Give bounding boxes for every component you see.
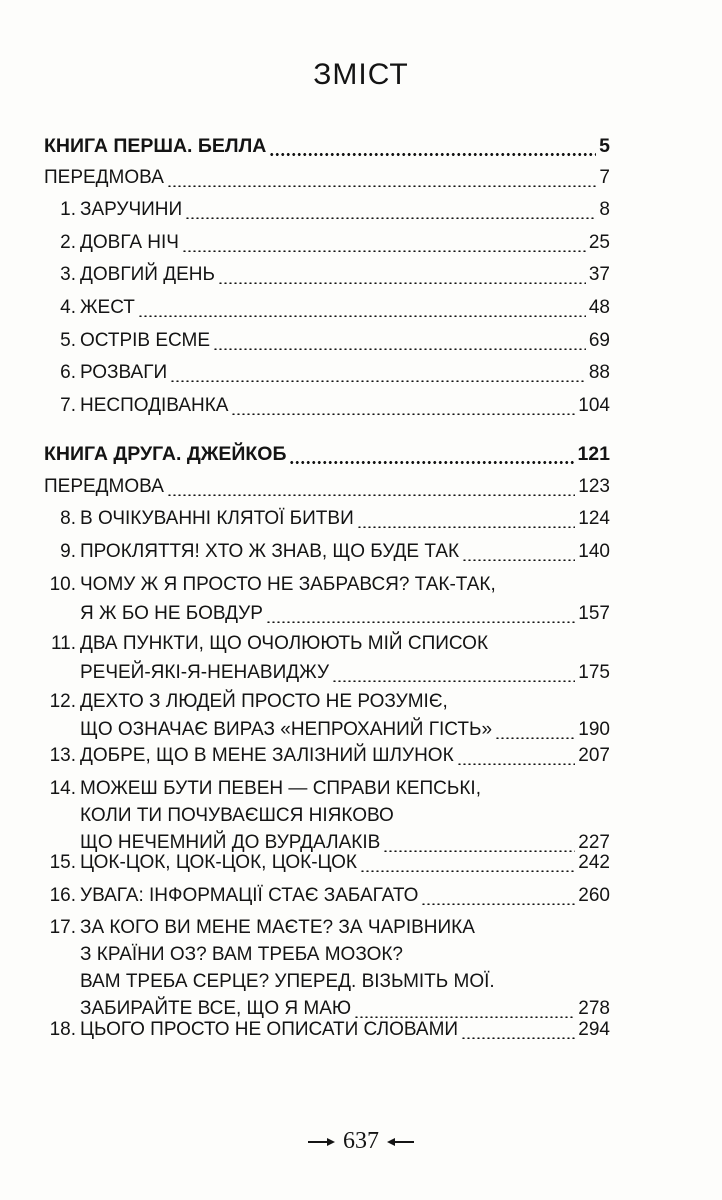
entry-title-line: КНИГА ДРУГА. ДЖЕЙКОБ bbox=[44, 443, 287, 465]
toc-chapter-entry bbox=[44, 359, 610, 387]
entry-page-number: 242 bbox=[578, 852, 610, 873]
chapter-number: 3. bbox=[60, 264, 76, 285]
toc-chapter-entry bbox=[44, 294, 610, 322]
chapter-number: 6. bbox=[60, 362, 76, 383]
chapter-number: 8. bbox=[60, 508, 76, 529]
dot-leader bbox=[332, 680, 575, 682]
entry-title-line: ЗАРУЧИНИ bbox=[80, 199, 183, 220]
entry-title-line: Я Ж БО НЕ БОВДУР bbox=[80, 603, 263, 624]
chapter-number: 13. bbox=[49, 745, 76, 766]
entry-page-number: 227 bbox=[578, 832, 610, 853]
dot-leader bbox=[357, 526, 576, 528]
chapter-number: 14. bbox=[49, 778, 76, 799]
toc-chapter-entry bbox=[44, 629, 610, 687]
chapter-number: 2. bbox=[60, 232, 76, 253]
dot-leader bbox=[167, 185, 597, 187]
toc-chapter-entry bbox=[44, 688, 610, 744]
entry-title-line: РЕЧЕЙ-ЯКІ-Я-НЕНАВИДЖУ bbox=[80, 662, 330, 683]
dot-leader bbox=[138, 315, 586, 317]
chapter-number: 18. bbox=[49, 1019, 76, 1040]
toc-book-heading bbox=[44, 440, 610, 468]
dot-leader bbox=[289, 461, 574, 464]
entry-title-line: ЦОК-ЦОК, ЦОК-ЦОК, ЦОК-ЦОК bbox=[80, 852, 358, 873]
entry-title-line: ЗА КОГО ВИ МЕНЕ МАЄТЕ? ЗА ЧАРІВНИКА bbox=[80, 917, 475, 938]
chapter-number: 15. bbox=[49, 852, 76, 873]
entry-title-line: ЖЕСТ bbox=[80, 297, 135, 318]
entry-title-line: ЧОМУ Ж Я ПРОСТО НЕ ЗАБРАВСЯ? ТАК-ТАК, bbox=[80, 574, 496, 595]
toc-chapter-entry bbox=[44, 196, 610, 224]
entry-title-line: ДОВГА НІЧ bbox=[80, 232, 179, 253]
chapter-number: 17. bbox=[49, 917, 76, 938]
entry-page-number: 175 bbox=[578, 662, 610, 683]
page-number-footer bbox=[0, 1128, 722, 1155]
entry-page-number: 88 bbox=[588, 362, 610, 383]
entry-title-line: ЗАБИРАЙТЕ ВСЕ, ЩО Я МАЮ bbox=[80, 998, 352, 1019]
dot-leader bbox=[167, 494, 575, 496]
toc-chapter-entry bbox=[44, 914, 610, 1022]
dot-leader bbox=[461, 1037, 575, 1039]
page-number: 637 bbox=[343, 1128, 379, 1154]
entry-page-number: 190 bbox=[578, 719, 610, 740]
dot-leader bbox=[421, 903, 575, 905]
dot-leader bbox=[457, 763, 576, 765]
chapter-number: 10. bbox=[49, 574, 76, 595]
entry-title-line: КНИГА ПЕРША. БЕЛЛА bbox=[44, 135, 267, 157]
toc-chapter-entry bbox=[44, 882, 610, 910]
toc-chapter-entry bbox=[44, 392, 610, 420]
toc-chapter-entry bbox=[44, 775, 610, 856]
entry-page-number: 207 bbox=[578, 745, 610, 766]
entry-title-line: ДОВГИЙ ДЕНЬ bbox=[80, 264, 215, 285]
toc-chapter-entry bbox=[44, 849, 610, 877]
toc-chapter-entry bbox=[44, 1016, 610, 1044]
entry-title-line: ДОБРЕ, ЩО В МЕНЕ ЗАЛІЗНИЙ ШЛУНОК bbox=[80, 745, 454, 766]
entry-page-number: 260 bbox=[578, 885, 610, 906]
toc-chapter-entry bbox=[44, 261, 610, 289]
toc-preface-entry bbox=[44, 164, 610, 192]
entry-title-line: В ОЧІКУВАННІ КЛЯТОЇ БИТВИ bbox=[80, 508, 354, 529]
dot-leader bbox=[185, 217, 596, 219]
entry-title-line: УВАГА: ІНФОРМАЦІЇ СТАЄ ЗАБАГАТО bbox=[80, 885, 419, 906]
entry-title-line: ПЕРЕДМОВА bbox=[44, 167, 164, 188]
dot-leader bbox=[182, 250, 586, 252]
entry-page-number: 121 bbox=[577, 443, 610, 465]
toc-chapter-entry bbox=[44, 570, 610, 628]
dot-leader bbox=[218, 282, 586, 284]
entry-title-line: ПЕРЕДМОВА bbox=[44, 476, 164, 497]
toc-book-heading bbox=[44, 132, 610, 160]
entry-page-number: 37 bbox=[588, 264, 610, 285]
entry-title-line: ЩО ОЗНАЧАЄ ВИРАЗ «НЕПРОХАНИЙ ГІСТЬ» bbox=[80, 719, 493, 740]
chapter-number: 9. bbox=[60, 541, 76, 562]
page-title: ЗМІСТ bbox=[313, 58, 409, 91]
dot-leader bbox=[266, 621, 575, 623]
dot-leader bbox=[213, 348, 586, 350]
entry-page-number: 294 bbox=[578, 1019, 610, 1040]
entry-title-line: КОЛИ ТИ ПОЧУВАЄШСЯ НІЯКОВО bbox=[80, 805, 394, 826]
toc-chapter-entry bbox=[44, 505, 610, 533]
entry-page-number: 104 bbox=[578, 395, 610, 416]
ornament-left-icon bbox=[307, 1136, 337, 1148]
entry-title-line: ПРОКЛЯТТЯ! ХТО Ж ЗНАВ, ЩО БУДЕ ТАК bbox=[80, 541, 460, 562]
entry-page-number: 25 bbox=[588, 232, 610, 253]
entry-page-number: 69 bbox=[588, 330, 610, 351]
toc-preface-entry bbox=[44, 473, 610, 501]
chapter-number: 12. bbox=[49, 691, 76, 712]
entry-page-number: 8 bbox=[599, 199, 610, 220]
dot-leader bbox=[462, 559, 575, 561]
entry-title-line: ВАМ ТРЕБА СЕРЦЕ? УПЕРЕД. ВІЗЬМІТЬ МОЇ. bbox=[80, 971, 495, 992]
entry-title-line: РОЗВАГИ bbox=[80, 362, 168, 383]
entry-page-number: 7 bbox=[599, 167, 610, 188]
dot-leader bbox=[360, 870, 575, 872]
entry-page-number: 124 bbox=[578, 508, 610, 529]
entry-title-line: З КРАЇНИ ОЗ? ВАМ ТРЕБА МОЗОК? bbox=[80, 944, 403, 965]
entry-page-number: 48 bbox=[588, 297, 610, 318]
chapter-number: 16. bbox=[49, 885, 76, 906]
entry-title-line: ОСТРІВ ЕСМЕ bbox=[80, 330, 211, 351]
entry-title-line: ДЕХТО З ЛЮДЕЙ ПРОСТО НЕ РОЗУМІЄ, bbox=[80, 691, 448, 712]
chapter-number: 11. bbox=[50, 633, 76, 654]
entry-title-line: ЩО НЕЧЕМНИЙ ДО ВУРДАЛАКІВ bbox=[80, 832, 381, 853]
entry-title-line: ДВА ПУНКТИ, ЩО ОЧОЛЮЮТЬ МІЙ СПИСОК bbox=[80, 633, 489, 654]
chapter-number: 5. bbox=[60, 330, 76, 351]
dot-leader bbox=[495, 737, 575, 739]
toc-chapter-entry bbox=[44, 742, 610, 770]
chapter-number: 1. bbox=[60, 199, 76, 220]
ornament-right-icon bbox=[385, 1136, 415, 1148]
entry-title-line: ЦЬОГО ПРОСТО НЕ ОПИСАТИ СЛОВАМИ bbox=[80, 1019, 459, 1040]
entry-page-number: 140 bbox=[578, 541, 610, 562]
entry-title-line: МОЖЕШ БУТИ ПЕВЕН — СПРАВИ КЕПСЬКІ, bbox=[80, 778, 481, 799]
toc-chapter-entry bbox=[44, 538, 610, 566]
toc-chapter-entry bbox=[44, 327, 610, 355]
dot-leader bbox=[170, 380, 586, 382]
entry-page-number: 5 bbox=[599, 135, 610, 157]
entry-page-number: 123 bbox=[578, 476, 610, 497]
entry-title-line: НЕСПОДІВАНКА bbox=[80, 395, 229, 416]
dot-leader bbox=[269, 153, 596, 156]
toc-chapter-entry bbox=[44, 229, 610, 257]
dot-leader bbox=[231, 413, 575, 415]
entry-page-number: 157 bbox=[578, 603, 610, 624]
entry-page-number: 278 bbox=[578, 998, 610, 1019]
chapter-number: 4. bbox=[60, 297, 76, 318]
chapter-number: 7. bbox=[60, 395, 76, 416]
